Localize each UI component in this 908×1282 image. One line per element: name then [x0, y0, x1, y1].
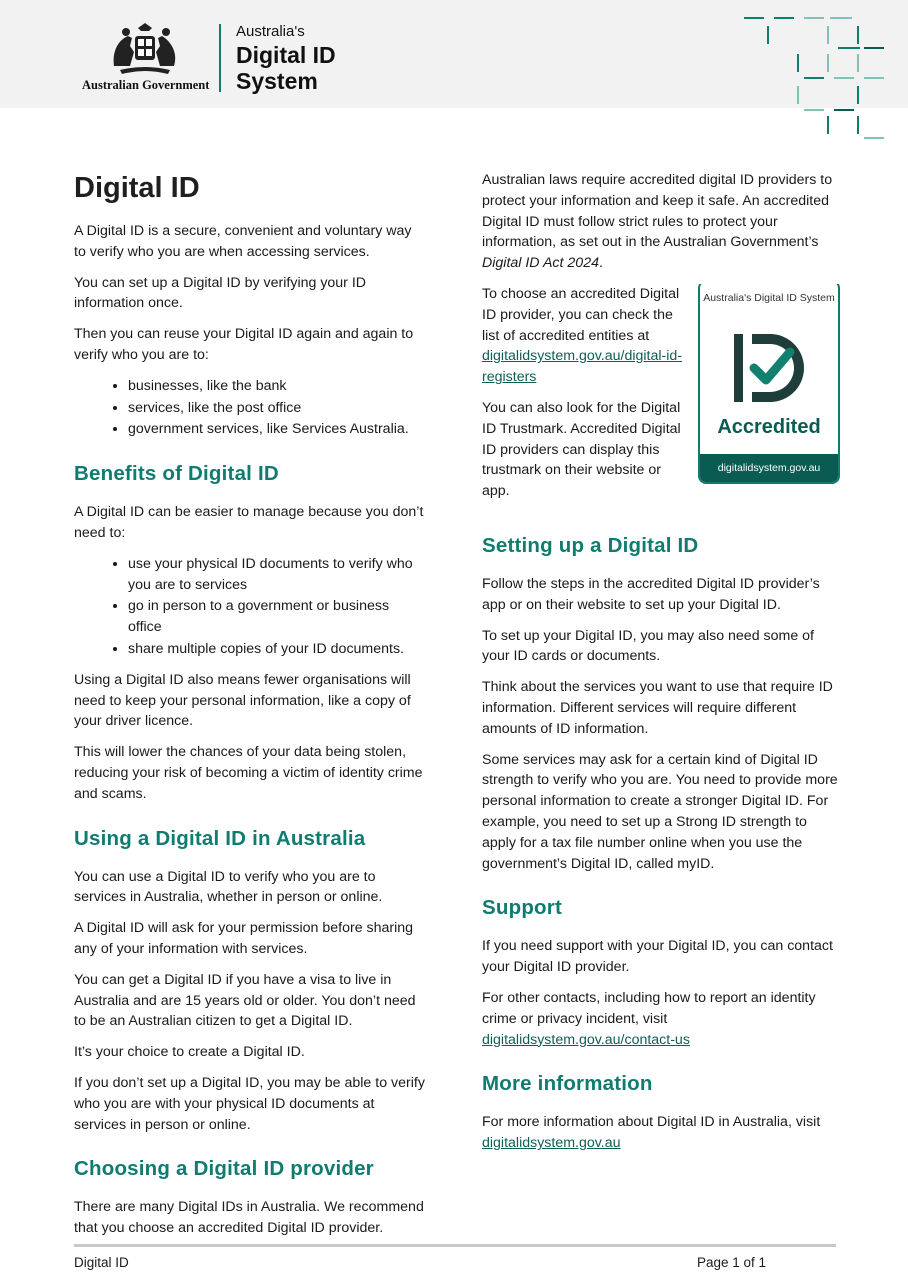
benefits-list	[74, 554, 426, 660]
benefits-heading: Benefits of Digital ID	[74, 462, 279, 486]
badge-title: Australia's Digital ID System	[703, 291, 835, 304]
decorative-pattern-icon	[740, 14, 890, 144]
intro-paragraph: You can set up a Digital ID by verifying your ID information once.	[74, 274, 367, 312]
list-item: • share multiple copies of your ID documents.	[128, 639, 426, 660]
more-info-text: For more information about Digital ID in Australia, visit	[482, 1114, 821, 1131]
more-info-heading: More information	[482, 1072, 653, 1096]
header-divider	[219, 24, 221, 92]
choose-text: To choose an accredited Digital ID provider, you can check the list of accredited entities at	[482, 285, 680, 344]
footer-page-number: Page 1 of 1	[697, 1255, 767, 1270]
list-item: • businesses, like the bank	[128, 376, 426, 397]
brand-line-2: Digital ID	[236, 42, 336, 68]
benefits-paragraph: Using a Digital ID also means fewer organisations will need to keep your personal information, like a copy of your driver licence.	[74, 671, 411, 730]
act-name: Digital ID Act 2024	[482, 255, 599, 272]
list-item: • government services, like Services Australia.	[128, 419, 426, 440]
brand-logo	[236, 24, 336, 93]
page-title: Digital ID	[74, 172, 200, 204]
left-column	[74, 172, 426, 1249]
using-paragraph: If you don’t set up a Digital ID, you may be able to verify who you are with your physical ID documents at services in person or online.	[74, 1074, 425, 1133]
brand-line-1: Australia's	[236, 23, 305, 40]
support-heading: Support	[482, 896, 562, 920]
accredited-trustmark-badge	[698, 284, 840, 484]
list-item: • go in person to a government or business office	[128, 596, 426, 638]
badge-label: Accredited	[717, 415, 821, 438]
list-item: • services, like the post office	[128, 398, 426, 419]
support-text: For other contacts, including how to report an identity crime or privacy incident, visit	[482, 989, 816, 1027]
list-item: • use your physical ID documents to verify who you are to services	[128, 554, 426, 596]
setup-paragraph: To set up your Digital ID, you may also need some of your ID cards or documents.	[482, 627, 814, 665]
id-check-icon	[730, 330, 808, 406]
act-end: .	[598, 255, 603, 272]
using-paragraph: A Digital ID will ask for your permission before sharing any of your information with services.	[74, 920, 414, 957]
trustmark-paragraph: You can also look for the Digital ID Trustmark. Accredited Digital ID providers can display this trustmark on their website or app.	[482, 399, 681, 500]
setup-paragraph: Some services may ask for a certain kind of Digital ID strength to verify who you are. You need to provide more personal information to create a stronger Digital ID. For example, you need to set up a Strong ID strength to apply for a tax file number online when you use the government’s Digital ID, called myID.	[482, 751, 838, 872]
laws-paragraph	[482, 170, 840, 274]
trustmark-section	[482, 284, 840, 512]
choosing-heading: Choosing a Digital ID provider	[74, 1157, 374, 1181]
government-name: Australian Government	[82, 78, 210, 92]
laws-text: Australian laws require accredited digital ID providers to protect your information and keep it safe. An accredited Digital ID must follow strict rules to protect your information, as set out in the Australian Government’s	[482, 172, 833, 251]
setup-heading: Setting up a Digital ID	[482, 533, 699, 557]
support-paragraph	[482, 988, 840, 1050]
contact-link[interactable]: digitalidsystem.gov.au/contact-us	[482, 1031, 690, 1048]
coat-of-arms-icon	[108, 22, 182, 76]
brand-line-3: System	[236, 68, 318, 94]
benefits-paragraph: A Digital ID can be easier to manage because you don’t need to:	[74, 504, 424, 541]
footer-divider	[74, 1244, 836, 1247]
setup-paragraph: Think about the services you want to use that require ID information. Different services will require different amounts of ID information.	[482, 679, 833, 737]
using-paragraph: It’s your choice to create a Digital ID.	[74, 1044, 305, 1061]
badge-url: digitalidsystem.gov.au	[700, 454, 838, 482]
using-heading: Using a Digital ID in Australia	[74, 826, 366, 850]
website-link[interactable]: digitalidsystem.gov.au	[482, 1135, 621, 1152]
using-paragraph: You can use a Digital ID to verify who you are to services in Australia, whether in person or online.	[74, 868, 383, 906]
page-header	[0, 0, 908, 108]
intro-list	[74, 376, 426, 440]
benefits-paragraph: This will lower the chances of your data being stolen, reducing your risk of becoming a victim of identity crime and scams.	[74, 744, 423, 802]
setup-paragraph: Follow the steps in the accredited Digital ID provider’s app or on their website to set up your Digital ID.	[482, 575, 820, 613]
support-paragraph: If you need support with your Digital ID, you can contact your Digital ID provider.	[482, 938, 833, 976]
intro-paragraph: A Digital ID is a secure, convenient and voluntary way to verify who you are when accessing services.	[74, 223, 412, 260]
intro-paragraph: Then you can reuse your Digital ID again and again to verify who you are to:	[74, 326, 414, 363]
more-info-paragraph	[482, 1112, 840, 1154]
registers-link[interactable]: digitalidsystem.gov.au/digital-id-registers	[482, 348, 683, 386]
choosing-paragraph: There are many Digital IDs in Australia. We recommend that you choose an accredited Digital ID provider.	[74, 1199, 424, 1237]
right-column	[482, 170, 840, 1164]
using-paragraph: You can get a Digital ID if you have a visa to live in Australia and are 15 years old or older. You don’t need to be an Australian citizen to get a Digital ID.	[74, 971, 416, 1030]
footer-document-title: Digital ID	[74, 1255, 129, 1270]
